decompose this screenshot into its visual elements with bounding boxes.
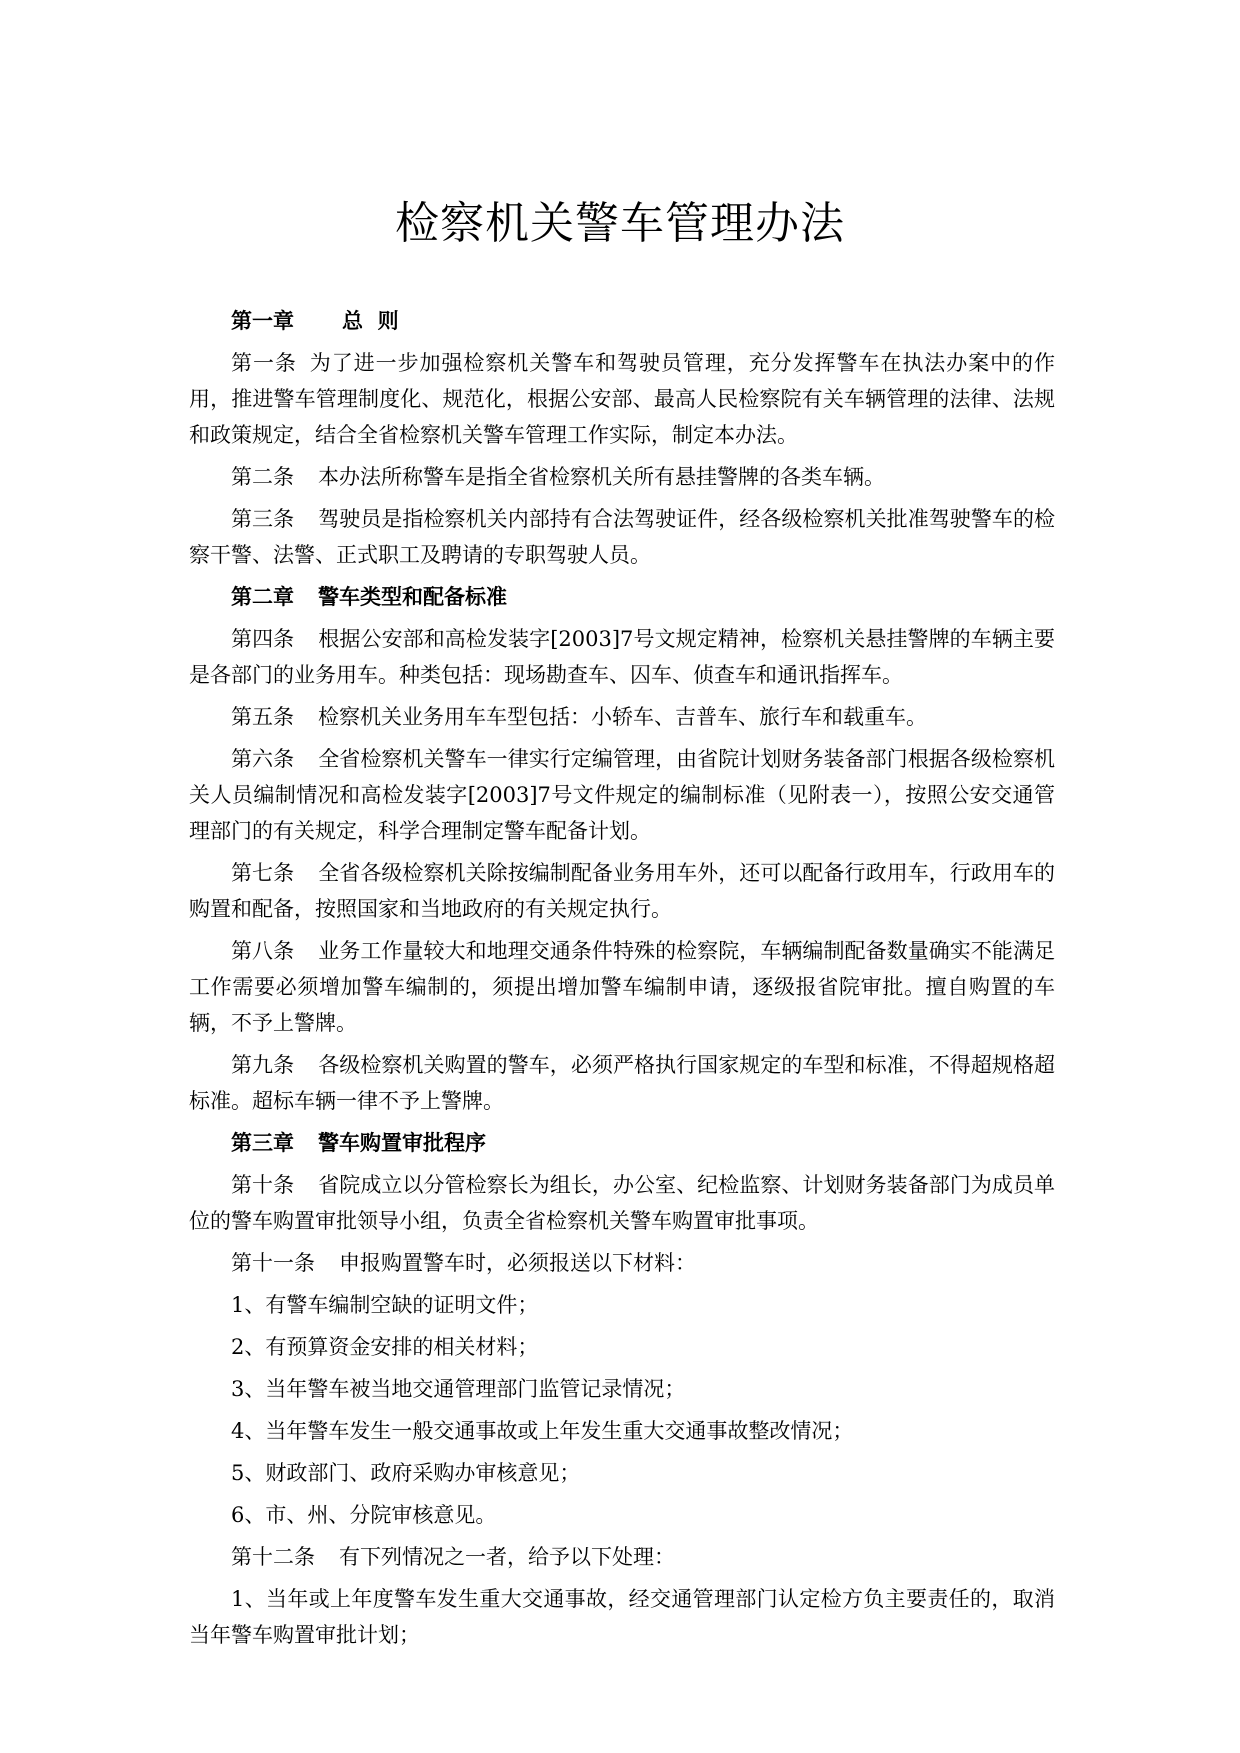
chapter-heading: 第二章 警车类型和配备标准 [231,584,507,609]
article: 第八条 业务工作量较大和地理交通条件特殊的检察院，车辆编制配备数量确实不能满足工作需要必须增加警车编制的，须提出增加警车编制申请，逐级报省院审批。擅自购置的车辆，不予上警牌。 [189,939,1056,1035]
article: 第三条 驾驶员是指检察机关内部持有合法驾驶证件，经各级检察机关批准驾驶警车的检察干警、法警、正式职工及聘请的专职驾驶人员。 [189,507,1056,567]
list-item: 5、财政部门、政府采购办审核意见； [231,1461,581,1485]
article: 第一条 为了进一步加强检察机关警车和驾驶员管理，充分发挥警车在执法办案中的作用，推进警车管理制度化、规范化，根据公安部、最高人民检察院有关车辆管理的法律、法规和政策规定，结合全省检察机关警车管理工作实际，制定本办法。 [189,351,1056,447]
article: 第二条 本办法所称警车是指全省检察机关所有悬挂警牌的各类车辆。 [231,465,885,489]
chapter-heading: 第一章 总 则 [231,308,399,333]
document-body [189,303,1055,1659]
article: 第十一条 申报购置警车时，必须报送以下材料： [231,1251,696,1275]
list-item: 6、市、州、分院审核意见。 [231,1503,497,1527]
article: 第七条 全省各级检察机关除按编制配备业务用车外，还可以配备行政用车，行政用车的购置和配备，按照国家和当地政府的有关规定执行。 [189,861,1056,921]
article: 第十二条 有下列情况之一者，给予以下处理： [231,1545,675,1569]
list-item: 1、当年或上年度警车发生重大交通事故，经交通管理部门认定检方负主要责任的，取消当年警车购置审批计划； [189,1587,1055,1647]
list-item: 2、有预算资金安排的相关材料； [231,1335,539,1359]
document-title: 检察机关警车管理办法 [395,198,845,249]
article: 第十条 省院成立以分管检察长为组长，办公室、纪检监察、计划财务装备部门为成员单位的警车购置审批领导小组，负责全省检察机关警车购置审批事项。 [189,1173,1056,1233]
list-item: 3、当年警车被当地交通管理部门监管记录情况； [231,1377,686,1401]
chapter-heading: 第三章 警车购置审批程序 [231,1130,486,1155]
list-item: 1、有警车编制空缺的证明文件； [231,1293,539,1317]
list-item: 4、当年警车发生一般交通事故或上年发生重大交通事故整改情况； [231,1419,854,1443]
article: 第五条 检察机关业务用车车型包括：小轿车、吉普车、旅行车和载重车。 [231,705,927,729]
article: 第四条 根据公安部和高检发装字[2003]7号文规定精神，检察机关悬挂警牌的车辆主要是各部门的业务用车。种类包括：现场勘查车、囚车、侦查车和通讯指挥车。 [189,627,1056,687]
article: 第六条 全省检察机关警车一律实行定编管理，由省院计划财务装备部门根据各级检察机关人员编制情况和高检发装字[2003]7号文件规定的编制标准（见附表一），按照公安交通管理部门的有关规定，科学合理制定警车配备计划。 [189,747,1056,843]
article: 第九条 各级检察机关购置的警车，必须严格执行国家规定的车型和标准，不得超规格超标准。超标车辆一律不予上警牌。 [189,1053,1056,1113]
